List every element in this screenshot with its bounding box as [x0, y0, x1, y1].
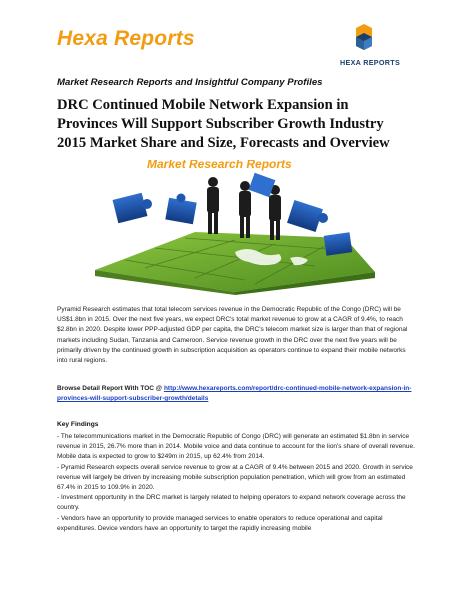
- browse-detail: [57, 384, 417, 404]
- finding-item: - Investment opportunity in the DRC market is largely related to helping operators to expand network coverage across the country.: [57, 494, 406, 512]
- finding-item: - The telecommunications market in the Democratic Republic of Congo (DRC) will generate an estimated $1.8bn in service revenue in 2015, 26.7% more than in 2014. Mobile voice and data continue to account for the lion's share of overall revenue. Mobile data is expected to grow to $249m in 2015, up 62.4% from 2014.: [57, 433, 415, 461]
- browse-label: Browse Detail Report With TOC @: [57, 385, 163, 392]
- finding-item: - Pyramid Research expects overall service revenue to grow at a CAGR of 9.4% between 2015 and 2020. Growth in service revenue will largely be driven by increasing mobile subscription population penetration, which will grow from an estimated 67.4% in 2015 to 109.9% in 2020.: [57, 463, 413, 492]
- logo-text: HEXA REPORTS: [340, 58, 401, 67]
- key-findings-list: [57, 432, 419, 534]
- report-link[interactable]: http://www.hexareports.com/report/drc-continued-mobile-network-expansion-in-provinces-will-support-subscriber-growth/details: [57, 385, 412, 403]
- tagline: Market Research Reports and Insightful Company Profiles: [57, 77, 323, 88]
- puzzle-people-illustration: [85, 160, 385, 295]
- summary-paragraph: Pyramid Research estimates that total telecom services revenue in the Democratic Republic of the Congo (DRC) will be US$1.8bn in 2015. Over the next five years, we expect DRC's total market revenue to grow at a CAGR of 9.4%, to reach $2.8bn in 2020. Despite lower PPP-adjusted GDP per capita, the DRC's telecom market size is larger than that of regional markets including Sudan, Tanzania and Cameroon. Service revenue growth in the DRC over the next five years will be primarily driven by the continued growth in subscription acquisition as operators continue to expand their mobile networks into rural regions.: [57, 306, 408, 365]
- hero-caption: Market Research Reports: [147, 160, 292, 171]
- key-findings-heading: Key Findings: [57, 421, 99, 428]
- hero-image: [85, 160, 385, 295]
- report-title: DRC Continued Mobile Network Expansion in Provinces Will Support Subscriber Growth Industry 2015 Market Share and Size, Forecasts and Overview: [57, 97, 390, 151]
- finding-item: - Vendors have an opportunity to provide managed services to enable operators to reduce operational and capital expenditures. Device vendors have an opportunity to target the rapidly increasing mobile: [57, 514, 383, 532]
- brand-name: Hexa Reports: [57, 27, 195, 50]
